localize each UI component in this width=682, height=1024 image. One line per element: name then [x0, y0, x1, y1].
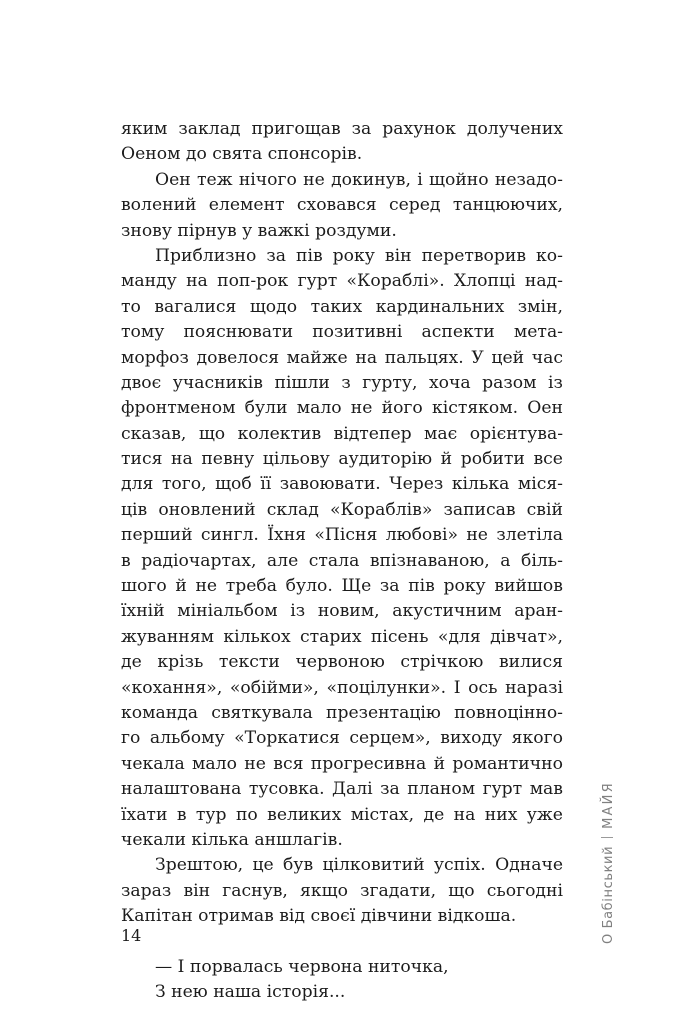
word: ко- — [536, 245, 563, 266]
word: успіх. — [433, 855, 486, 876]
word: містах, — [350, 804, 415, 825]
word: аран- — [514, 601, 563, 622]
word: Ще — [341, 576, 372, 597]
word: Хлопці — [454, 271, 516, 292]
word: за — [351, 119, 372, 139]
word: аудиторію — [338, 449, 433, 470]
word: тур — [195, 804, 227, 825]
word: команда — [121, 702, 198, 723]
text-line — [121, 777, 563, 802]
word: відтепер — [333, 423, 412, 444]
word: акустичним — [392, 601, 502, 622]
word: свій — [526, 499, 563, 520]
word: цілковитий — [322, 855, 425, 876]
word: кардинальних — [375, 296, 505, 317]
text-line — [121, 549, 563, 574]
word: повноцінно- — [454, 702, 563, 723]
text-line — [121, 955, 563, 980]
word: докинув, — [331, 169, 411, 190]
word: У — [471, 347, 484, 368]
word: якщо — [300, 880, 348, 901]
word: кількох — [223, 626, 291, 647]
word: орієнтува- — [469, 423, 563, 444]
word: з — [341, 372, 351, 393]
word: в — [176, 804, 187, 825]
word: за — [266, 245, 286, 266]
word: мета- — [513, 322, 563, 343]
text-line — [121, 371, 563, 396]
word: тися — [121, 449, 163, 470]
text-line — [121, 853, 563, 878]
word: колектив — [237, 423, 322, 444]
word: впізнаваною, — [369, 550, 490, 571]
word: рахунок — [382, 119, 456, 139]
word: зараз — [121, 880, 172, 901]
word: по — [235, 804, 258, 825]
word: пів — [408, 576, 435, 597]
word: перший — [121, 525, 193, 546]
word: поп-рок — [217, 271, 289, 292]
word: волений — [121, 195, 197, 216]
word: крізь — [157, 652, 204, 673]
word: презентацію — [325, 702, 441, 723]
word: пояснювати — [183, 322, 294, 343]
word: І — [453, 677, 461, 698]
word: вся — [273, 753, 304, 774]
word: і — [417, 169, 423, 190]
text-line — [121, 498, 563, 523]
line-text: — І порвалась червона ниточка, — [155, 956, 449, 977]
word: довелося — [196, 347, 280, 368]
word: наразі — [505, 677, 563, 698]
word: гурту, — [362, 372, 418, 393]
word: за — [379, 576, 400, 597]
word: що — [198, 423, 226, 444]
word: мало — [296, 398, 342, 419]
word: ців — [121, 499, 148, 520]
word: Оен — [155, 169, 191, 190]
word: альбому — [149, 728, 225, 749]
word: «обійми», — [229, 677, 319, 698]
word: Зрештою, — [155, 855, 244, 876]
word: двоє — [121, 372, 162, 393]
word: сказав, — [121, 423, 187, 444]
body-text — [121, 117, 563, 1006]
word: прогресивна — [310, 753, 427, 774]
word: них — [484, 804, 518, 825]
word: танцюючих, — [452, 195, 563, 216]
word: перетворив — [421, 245, 527, 266]
word: й — [433, 753, 446, 774]
text-line — [121, 447, 563, 472]
line-text: З нею наша історія... — [155, 982, 346, 1003]
running-head-author: О Бабінський — [601, 845, 616, 944]
word: мало — [192, 753, 237, 774]
word: на — [355, 347, 378, 368]
word: позитивні — [312, 322, 403, 343]
word: на — [186, 271, 208, 292]
word: хоча — [428, 372, 471, 393]
word: робити — [460, 449, 525, 470]
word: то — [121, 296, 141, 317]
word: сховався — [296, 195, 377, 216]
word: стрічкою — [400, 652, 484, 673]
word: щойно — [429, 169, 489, 190]
text-line — [121, 803, 563, 828]
running-head-title: МАЙЯ — [601, 781, 616, 829]
word: гурт — [297, 271, 338, 292]
word: Через — [389, 474, 444, 495]
word: елемент — [208, 195, 285, 216]
word: мав — [529, 779, 563, 800]
text-line — [121, 219, 563, 244]
word: й — [175, 576, 187, 597]
text-line — [121, 828, 563, 853]
text-line — [121, 295, 563, 320]
word: він — [384, 245, 412, 266]
text-line — [121, 244, 563, 269]
word: морфоз — [121, 347, 189, 368]
word: пів — [296, 245, 323, 266]
word: яким — [121, 119, 168, 139]
running-head — [601, 781, 617, 944]
word: «поцілунки». — [326, 677, 447, 698]
word: «для — [437, 626, 481, 647]
word: святкувала — [211, 702, 313, 723]
word: кілька — [451, 474, 510, 495]
word: над- — [524, 271, 563, 292]
word: а — [500, 550, 511, 571]
word: долучених — [466, 119, 563, 139]
word: дівчат», — [490, 626, 563, 647]
word: сингл. — [200, 525, 259, 546]
line-text: чекали кілька аншлагів. — [121, 829, 343, 850]
word: пальцях. — [384, 347, 464, 368]
word: уже — [526, 804, 563, 825]
word: червоною — [295, 652, 385, 673]
text-line — [121, 599, 563, 624]
text-line — [121, 193, 563, 218]
word: манду — [121, 271, 177, 292]
word: записав — [443, 499, 516, 520]
text-line — [121, 625, 563, 650]
line-text: Капітан отримав від своєї дівчини відкоша. — [121, 906, 517, 927]
word: Приблизно — [155, 245, 257, 266]
word: де — [121, 652, 142, 673]
word: її — [260, 474, 272, 495]
text-line — [121, 904, 563, 929]
word: заклад — [178, 119, 241, 139]
word: й — [440, 449, 453, 470]
word: має — [424, 423, 458, 444]
word: вагалися — [154, 296, 237, 317]
page-number: 14 — [121, 926, 142, 945]
word: склад — [266, 499, 319, 520]
word: згадати, — [360, 880, 437, 901]
text-line — [121, 320, 563, 345]
word: але — [266, 550, 299, 571]
word: що — [448, 880, 475, 901]
word: теж — [197, 169, 233, 190]
word: фронтменом — [121, 398, 236, 419]
word: того, — [161, 474, 207, 495]
text-line — [121, 472, 563, 497]
word: не — [244, 753, 266, 774]
word: учасників — [172, 372, 263, 393]
word: оновлений — [158, 499, 256, 520]
word: радіочартах, — [141, 550, 257, 571]
word: налаштована — [121, 779, 242, 800]
text-line — [121, 142, 563, 167]
word: чекала — [121, 753, 185, 774]
word: великих — [267, 804, 342, 825]
word: їхній — [121, 601, 165, 622]
word: разом — [482, 372, 537, 393]
word: «кохання», — [121, 677, 223, 698]
text-line — [121, 574, 563, 599]
word: Одначе — [495, 855, 563, 876]
word: змін, — [517, 296, 563, 317]
line-text: Оеном до свята спонсорів. — [121, 144, 363, 165]
word: го — [121, 728, 141, 749]
word: не — [303, 169, 325, 190]
word: цей — [491, 347, 525, 368]
word: вилися — [498, 652, 563, 673]
word: аспекти — [421, 322, 495, 343]
word: були — [244, 398, 288, 419]
word: був — [283, 855, 314, 876]
word: на — [453, 804, 476, 825]
word: ось — [468, 677, 498, 698]
word: було. — [285, 576, 333, 597]
word: на — [171, 449, 193, 470]
word: міся- — [517, 474, 563, 495]
word: тусовка. — [248, 779, 325, 800]
word: в — [121, 550, 131, 571]
word: нічого — [238, 169, 297, 190]
word: сьогодні — [486, 880, 563, 901]
word: «Кораблі». — [346, 271, 445, 292]
text-line — [121, 701, 563, 726]
word: за — [380, 779, 400, 800]
word: не — [350, 398, 373, 419]
word: для — [121, 474, 154, 495]
text-line — [121, 422, 563, 447]
word: «Пісня — [314, 525, 378, 546]
word: не — [466, 525, 488, 546]
word: кістяком. — [431, 398, 519, 419]
word: майже — [286, 347, 348, 368]
word: цільову — [262, 449, 330, 470]
word: все — [533, 449, 563, 470]
text-line — [121, 676, 563, 701]
word: серцем», — [349, 728, 431, 749]
word: любові» — [385, 525, 458, 546]
text-line — [121, 650, 563, 675]
word: злетіла — [496, 525, 563, 546]
word: пісень — [370, 626, 429, 647]
text-line — [121, 269, 563, 294]
word: біль- — [521, 550, 563, 571]
word: їхати — [121, 804, 168, 825]
word: тексти — [218, 652, 280, 673]
word: тому — [121, 322, 165, 343]
word: щодо — [249, 296, 298, 317]
word: де — [423, 804, 445, 825]
text-line — [121, 117, 563, 142]
text-line — [121, 752, 563, 777]
word: романтично — [452, 753, 563, 774]
word: він — [183, 880, 211, 901]
word: вийшов — [494, 576, 563, 597]
word: не — [195, 576, 218, 597]
word: із — [290, 601, 306, 622]
word: «Торкатися — [234, 728, 340, 749]
word: якого — [511, 728, 563, 749]
word: гурт — [482, 779, 523, 800]
word: Далі — [332, 779, 373, 800]
word: Оен — [527, 398, 563, 419]
word: його — [381, 398, 423, 419]
word: певну — [201, 449, 255, 470]
word: незадо- — [494, 169, 563, 190]
word: планом — [407, 779, 476, 800]
word: шого — [121, 576, 167, 597]
word: стала — [308, 550, 360, 571]
word: виходу — [440, 728, 503, 749]
word: треба — [225, 576, 277, 597]
line-text: знову пірнув у важкі роздуми. — [121, 220, 397, 241]
word: пішли — [274, 372, 330, 393]
text-line — [121, 980, 563, 1005]
text-line — [121, 726, 563, 751]
word: року — [443, 576, 486, 597]
running-head-divider — [601, 837, 613, 838]
word: мініальбом — [177, 601, 278, 622]
text-line — [121, 523, 563, 548]
word: жуванням — [121, 626, 214, 647]
word: новим, — [317, 601, 380, 622]
word: щоб — [215, 474, 252, 495]
word: із — [548, 372, 563, 393]
text-line — [121, 346, 563, 371]
word: «Кораблів» — [329, 499, 433, 520]
word: завоювати. — [279, 474, 381, 495]
word: це — [252, 855, 274, 876]
text-line — [121, 168, 563, 193]
word: старих — [300, 626, 362, 647]
word: серед — [388, 195, 441, 216]
word: таких — [310, 296, 363, 317]
word: час — [531, 347, 563, 368]
word: пригощав — [251, 119, 341, 139]
word: Їхня — [267, 525, 306, 546]
word: року — [332, 245, 375, 266]
text-line — [121, 396, 563, 421]
text-line — [121, 879, 563, 904]
word: гаснув, — [222, 880, 288, 901]
